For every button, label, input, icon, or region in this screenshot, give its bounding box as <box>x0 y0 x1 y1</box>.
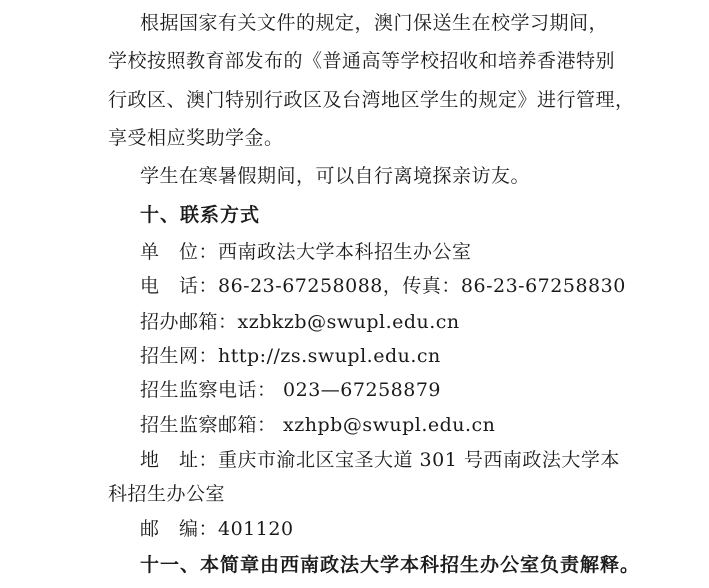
paragraph-1-line-3: 行政区、澳门特别行政区及台湾地区学生的规定》进行管理， <box>108 89 635 111</box>
contact-supervision-phone: 招生监察电话： 023—67258879 <box>140 379 442 401</box>
contact-postcode: 邮 编：401120 <box>140 518 294 540</box>
contact-phone-fax: 电 话：86-23-67258088，传真：86-23-67258830 <box>140 275 626 297</box>
paragraph-2-line-1: 学生在寒暑假期间，可以自行离境探亲访友。 <box>140 165 531 187</box>
contact-address-line-1: 地 址：重庆市渝北区宝圣大道 301 号西南政法大学本 <box>140 449 620 471</box>
paragraph-1-line-4: 享受相应奖助学金。 <box>108 127 284 149</box>
section-11-statement: 十一、本简章由西南政法大学本科招生办公室负责解释。 <box>140 554 641 576</box>
contact-admissions-email: 招办邮箱：xzbkzb@swupl.edu.cn <box>140 311 460 333</box>
paragraph-1-line-2: 学校按照教育部发布的《普通高等学校招收和培养香港特别 <box>108 50 616 72</box>
contact-supervision-email: 招生监察邮箱： xzhpb@swupl.edu.cn <box>140 414 496 436</box>
contact-admissions-website: 招生网：http://zs.swupl.edu.cn <box>140 345 441 367</box>
section-10-heading: 十、联系方式 <box>140 204 261 226</box>
contact-unit: 单 位：西南政法大学本科招生办公室 <box>140 241 472 263</box>
paragraph-1-line-1: 根据国家有关文件的规定，澳门保送生在校学习期间， <box>140 12 609 34</box>
contact-address-line-2: 科招生办公室 <box>108 483 226 505</box>
